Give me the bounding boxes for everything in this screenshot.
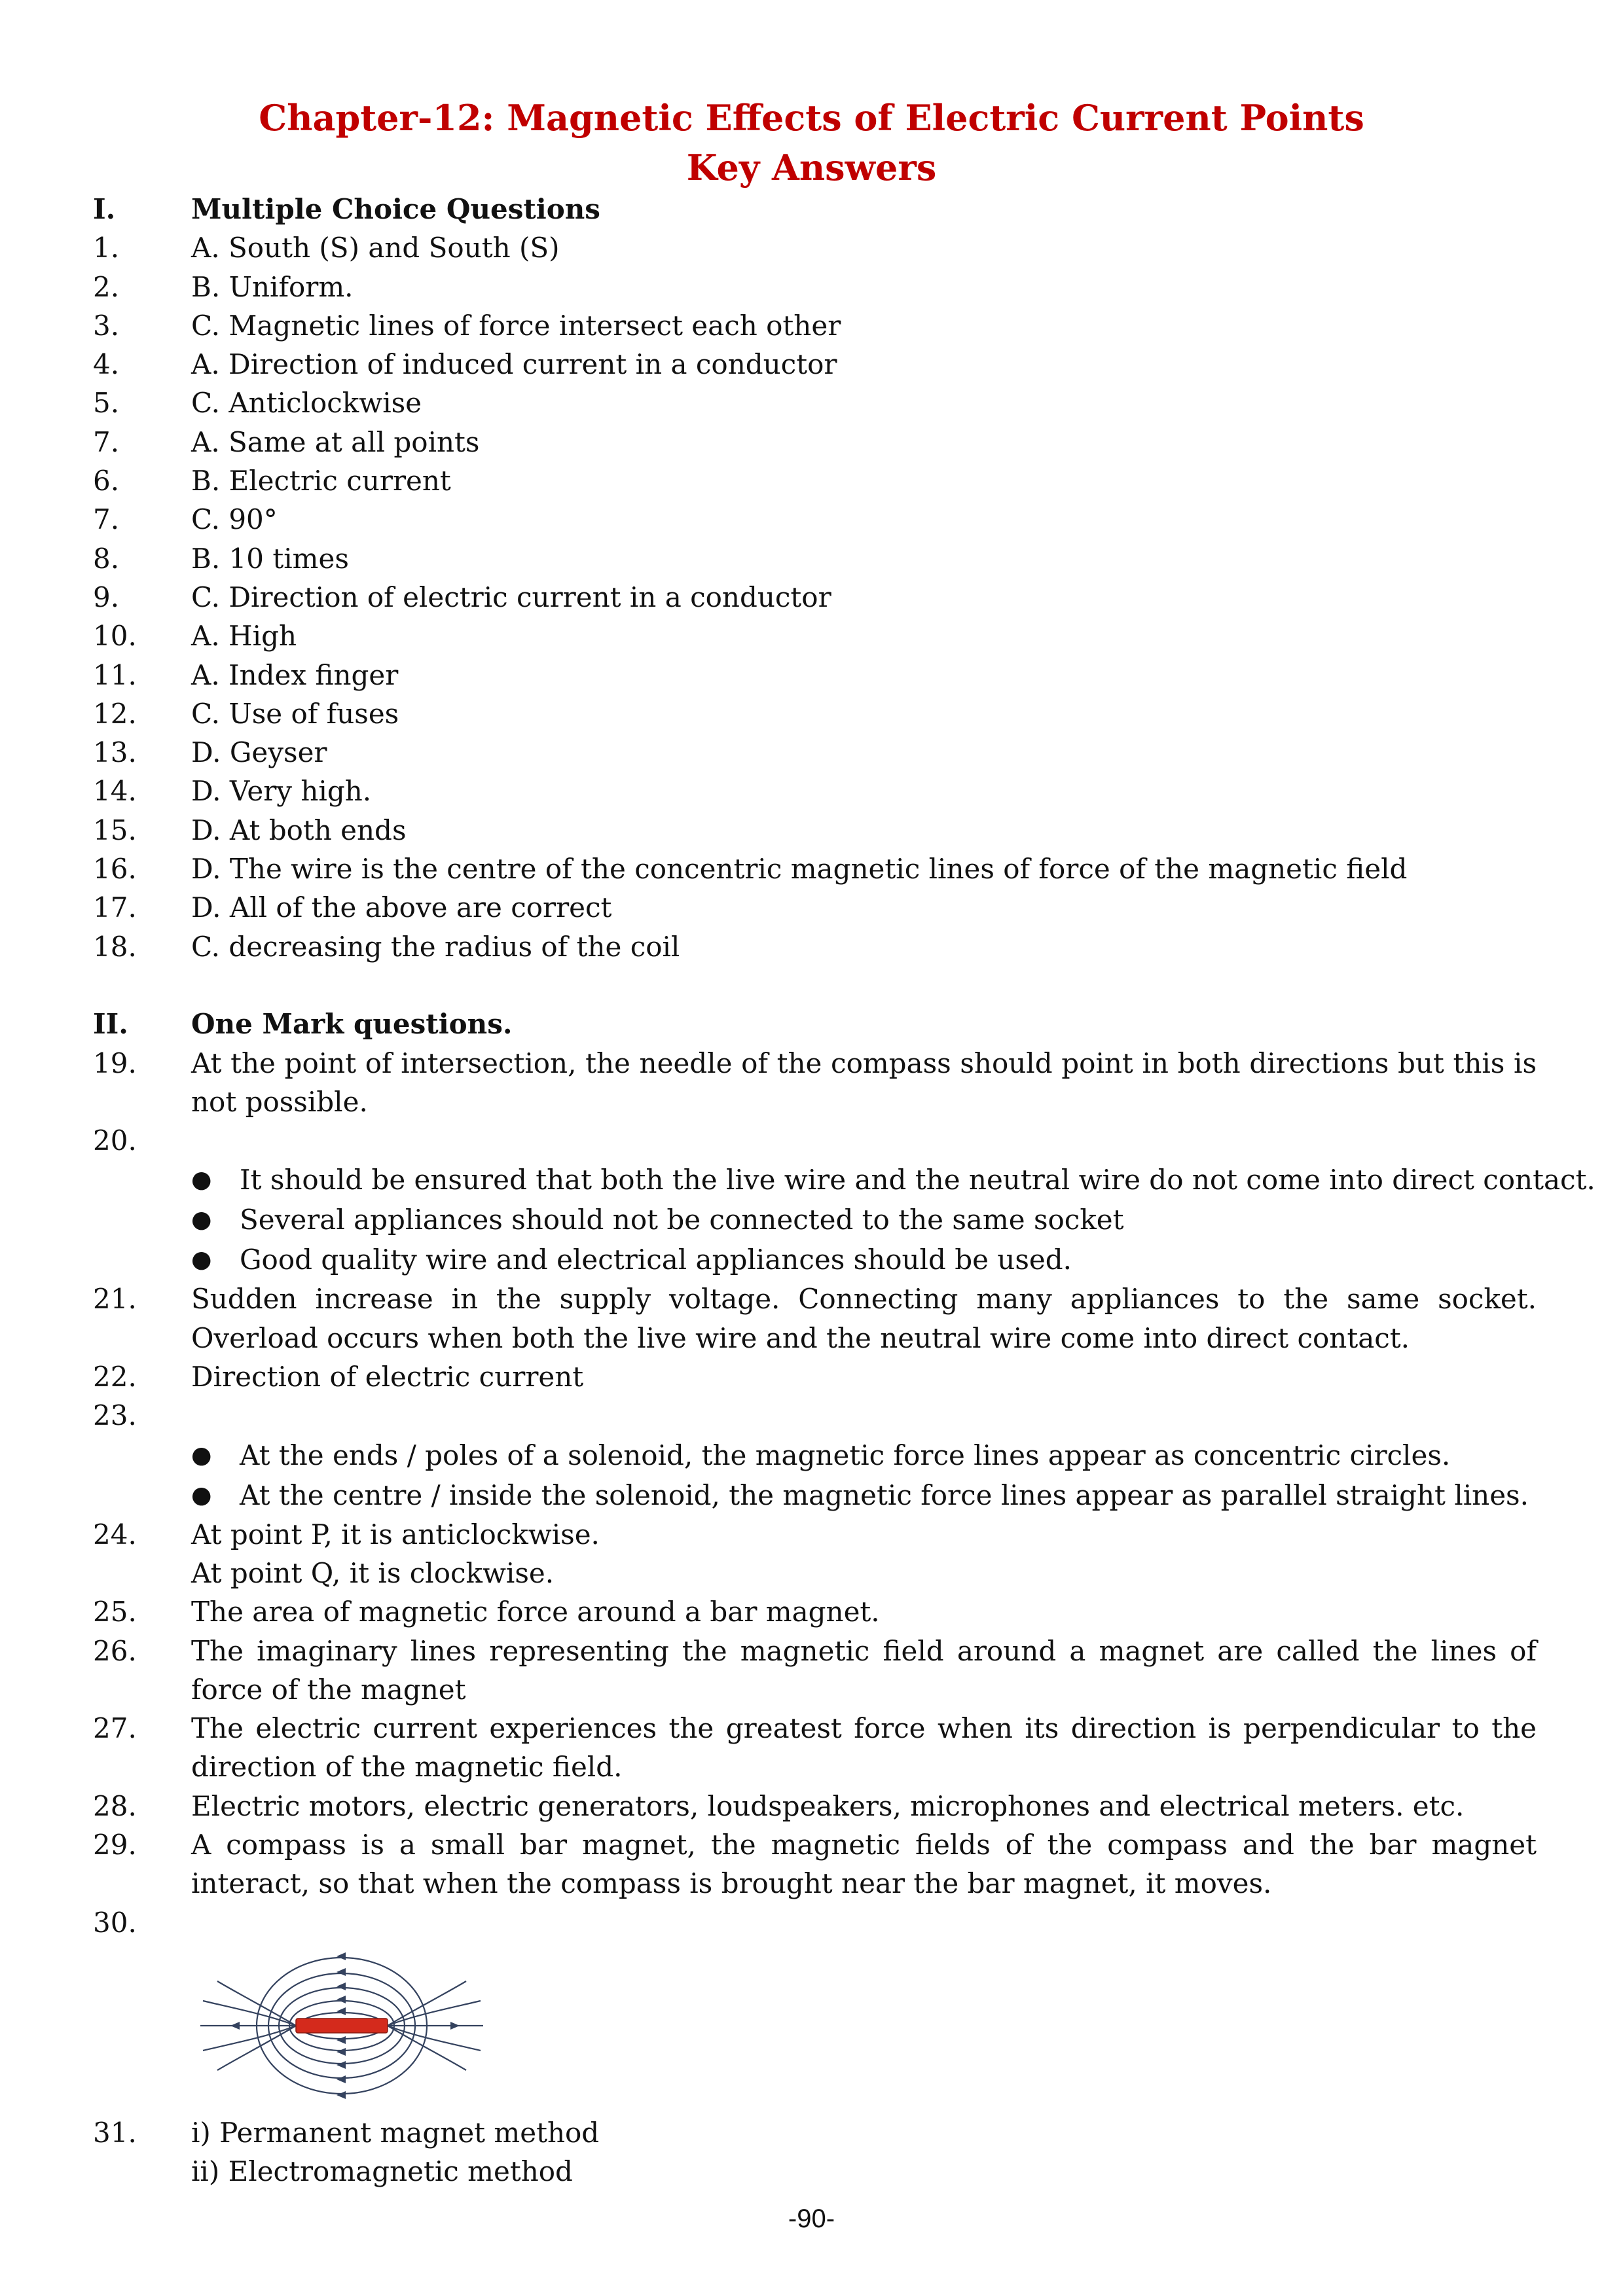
- mcq-answer-row: [0, 384, 1623, 422]
- mcq-answer-row: [0, 733, 1623, 772]
- mcq-answer-row: [0, 888, 1623, 927]
- answer-text: C. decreasing the radius of the coil: [191, 930, 680, 963]
- section-title: One Mark questions.: [191, 1008, 513, 1041]
- answer-26: [0, 1632, 1623, 1710]
- bullet-icon: ●: [191, 1166, 212, 1194]
- answer-28: [0, 1787, 1623, 1825]
- answer-text: D. All of the above are correct: [191, 891, 612, 924]
- answer-text: B. 10 times: [191, 542, 349, 575]
- answer-text: At point P, it is anticlockwise.: [191, 1518, 600, 1551]
- question-number: 21.: [93, 1283, 137, 1316]
- question-number: 26.: [93, 1634, 137, 1667]
- answer-text: At point Q, it is clockwise.: [191, 1556, 555, 1589]
- answer-30-figure: [0, 1942, 1623, 2113]
- question-number: 29.: [93, 1828, 137, 1861]
- answer-text: The electric current experiences the greatest force when its direction is perpendicular to the direction of the magnetic field.: [191, 1712, 1537, 1784]
- section-heading: [0, 190, 1623, 228]
- section-numeral: II.: [93, 1008, 128, 1041]
- answer-text: Direction of electric current: [191, 1361, 584, 1393]
- answer-25: [0, 1592, 1623, 1631]
- question-number: 23.: [93, 1399, 137, 1432]
- answer-24-continued: [0, 1554, 1623, 1592]
- answer-text: A. High: [191, 620, 297, 653]
- question-number: 14.: [93, 775, 137, 808]
- question-number: 1.: [93, 232, 120, 264]
- answer-30: [0, 1903, 1623, 1942]
- mcq-answer-row: [0, 345, 1623, 384]
- answer-24: [0, 1515, 1623, 1554]
- answer-text: D. The wire is the centre of the concentric magnetic lines of force of the magnetic field: [191, 853, 1408, 886]
- question-number: 28.: [93, 1789, 137, 1822]
- answer-text: The area of magnetic force around a bar magnet.: [191, 1596, 880, 1628]
- answer-text: C. 90°: [191, 503, 278, 536]
- answer-text: A. Direction of induced current in a conductor: [191, 348, 837, 381]
- answer-text: D. Very high.: [191, 775, 372, 808]
- bullet-text: At the centre / inside the solenoid, the magnetic force lines appear as parallel straight lines.: [240, 1479, 1529, 1511]
- question-number: 13.: [93, 736, 137, 769]
- bullet-icon: ●: [191, 1246, 212, 1274]
- question-number: 5.: [93, 387, 120, 420]
- mcq-answer-row: [0, 423, 1623, 461]
- answer-21: [0, 1280, 1623, 1357]
- bullet-icon: ●: [191, 1206, 212, 1234]
- section-numeral: I.: [93, 193, 116, 225]
- bullet-icon: ●: [191, 1481, 212, 1509]
- answer-text: A. Same at all points: [191, 425, 480, 458]
- bullet-item: [0, 1160, 1623, 1200]
- chapter-title: Chapter-12: Magnetic Effects of Electric Current Points: [259, 97, 1364, 139]
- key-answers-heading: Key Answers: [686, 147, 937, 188]
- mcq-answer-row: [0, 656, 1623, 694]
- question-number: 16.: [93, 853, 137, 886]
- question-number: 15.: [93, 814, 137, 846]
- bullet-icon: ●: [191, 1441, 212, 1469]
- answer-text: C. Use of fuses: [191, 697, 399, 730]
- answer-22: [0, 1357, 1623, 1396]
- question-number: 24.: [93, 1518, 137, 1551]
- answer-text: ii) Electromagnetic method: [191, 2155, 573, 2188]
- mcq-answer-row: [0, 268, 1623, 306]
- question-number: 17.: [93, 891, 137, 924]
- answer-text: C. Anticlockwise: [191, 387, 422, 420]
- question-number: 10.: [93, 620, 137, 653]
- answer-text: At the point of intersection, the needle of the compass should point in both directions but this is not possible.: [191, 1047, 1537, 1118]
- question-number: 19.: [93, 1047, 137, 1079]
- question-number: 9.: [93, 581, 120, 613]
- question-number: 8.: [93, 542, 120, 575]
- answer-text: B. Electric current: [191, 465, 451, 497]
- mcq-answer-row: [0, 306, 1623, 345]
- answer-29: [0, 1825, 1623, 1903]
- question-number: 18.: [93, 930, 137, 963]
- answer-31-continued: [0, 2152, 1623, 2191]
- question-number: 7.: [93, 503, 120, 536]
- question-number: 2.: [93, 270, 120, 303]
- bar-magnet-field-diagram: [191, 1945, 492, 2108]
- question-number: 20.: [93, 1124, 137, 1157]
- question-number: 31.: [93, 2116, 137, 2149]
- section-heading: [0, 1005, 1623, 1043]
- question-number: 27.: [93, 1712, 137, 1745]
- mcq-answer-row: [0, 539, 1623, 578]
- answer-text: C. Direction of electric current in a conductor: [191, 581, 831, 613]
- answer-23: [0, 1396, 1623, 1435]
- question-number: 12.: [93, 697, 137, 730]
- question-number: 11.: [93, 658, 137, 691]
- bullet-item: [0, 1240, 1623, 1280]
- answer-31: [0, 2113, 1623, 2152]
- mcq-answer-row: [0, 228, 1623, 267]
- answer-text: B. Uniform.: [191, 270, 354, 303]
- question-number: 4.: [93, 348, 120, 381]
- question-number: 7.: [93, 425, 120, 458]
- answer-19: [0, 1044, 1623, 1122]
- question-number: 6.: [93, 465, 120, 497]
- answer-text: i) Permanent magnet method: [191, 2116, 600, 2149]
- mcq-answer-row: [0, 772, 1623, 810]
- answer-key-content: [0, 190, 1623, 2191]
- answer-text: The imaginary lines representing the magnetic field around a magnet are called the lines of force of the magnet: [191, 1634, 1537, 1706]
- bullet-item: [0, 1200, 1623, 1240]
- answer-text: Electric motors, electric generators, loudspeakers, microphones and electrical meters. etc.: [191, 1789, 1465, 1822]
- bullet-text: Good quality wire and electrical appliances should be used.: [240, 1244, 1072, 1276]
- mcq-answer-row: [0, 694, 1623, 733]
- mcq-answer-row: [0, 850, 1623, 888]
- question-number: 30.: [93, 1906, 137, 1939]
- mcq-answer-list: [0, 228, 1623, 966]
- bullet-text: At the ends / poles of a solenoid, the magnetic force lines appear as concentric circles.: [240, 1439, 1451, 1471]
- answer-text: A. Index finger: [191, 658, 399, 691]
- answer-text: D. At both ends: [191, 814, 407, 846]
- mcq-answer-row: [0, 578, 1623, 617]
- question-number: 3.: [93, 309, 120, 342]
- mcq-answer-row: [0, 927, 1623, 966]
- answer-text: D. Geyser: [191, 736, 327, 769]
- answer-text: A. South (S) and South (S): [191, 232, 560, 264]
- mcq-answer-row: [0, 500, 1623, 539]
- answer-text: C. Magnetic lines of force intersect each other: [191, 309, 841, 342]
- question-number: 22.: [93, 1361, 137, 1393]
- section-title: Multiple Choice Questions: [191, 193, 600, 225]
- page-number: -90-: [788, 2204, 835, 2233]
- bullet-text: It should be ensured that both the live wire and the neutral wire do not come into direct contact.: [240, 1164, 1596, 1196]
- bullet-item: [0, 1475, 1623, 1515]
- answer-20: [0, 1121, 1623, 1160]
- mcq-answer-row: [0, 461, 1623, 500]
- mcq-answer-row: [0, 617, 1623, 655]
- answer-text: A compass is a small bar magnet, the magnetic fields of the compass and the bar magnet interact, so that when the compass is brought near the bar magnet, it moves.: [191, 1828, 1537, 1900]
- bullet-item: [0, 1435, 1623, 1475]
- answer-text: Sudden increase in the supply voltage. Connecting many appliances to the same socket. Overload occurs when both the live wire and the neutral wire come into direct contact.: [191, 1283, 1537, 1354]
- bar-magnet: [296, 2018, 388, 2033]
- answer-27: [0, 1709, 1623, 1787]
- bullet-text: Several appliances should not be connected to the same socket: [240, 1204, 1124, 1236]
- mcq-answer-row: [0, 811, 1623, 850]
- question-number: 25.: [93, 1596, 137, 1628]
